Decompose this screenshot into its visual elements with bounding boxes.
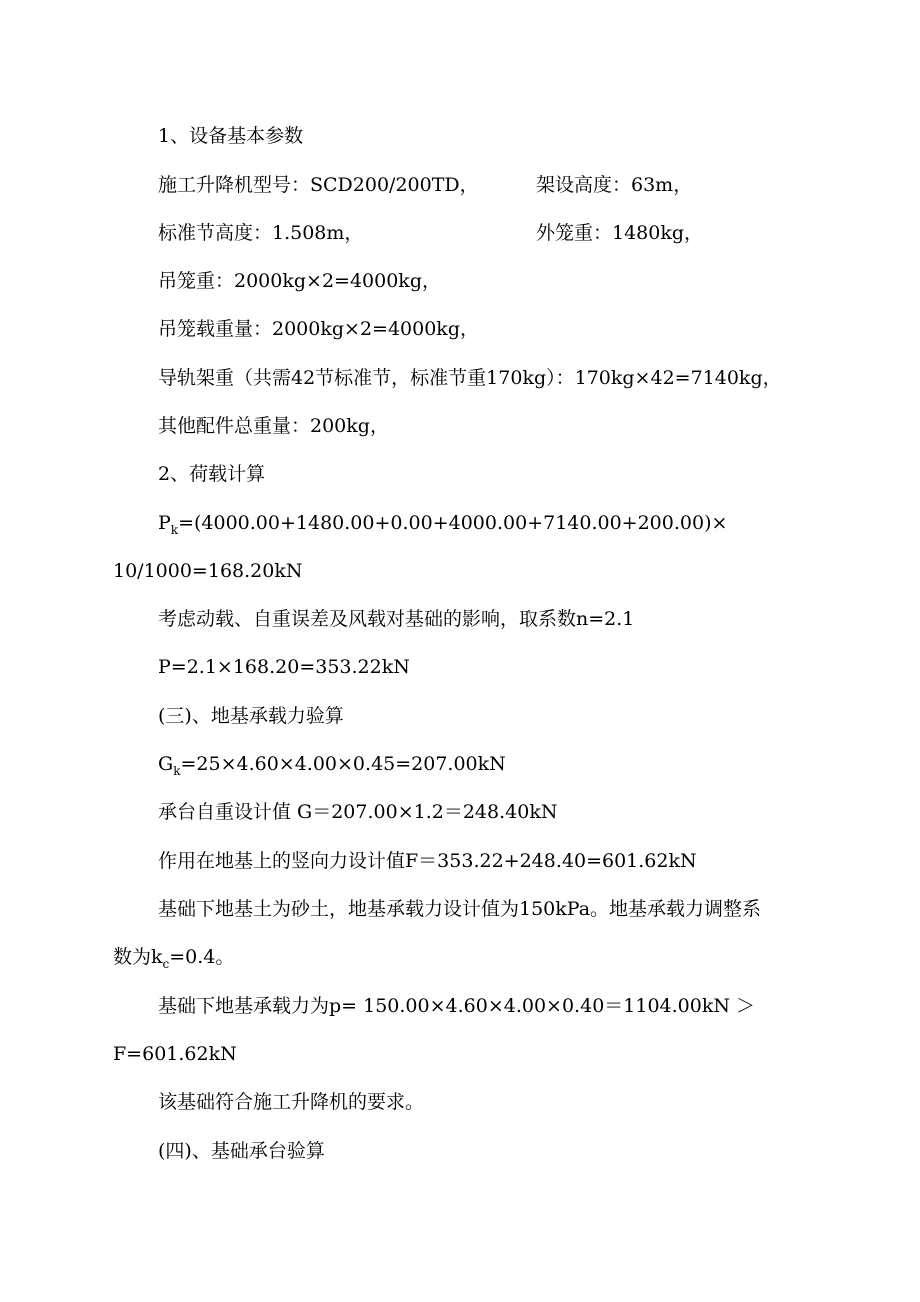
dynamic-factor-line: 考虑动载、自重误差及风载对基础的影响，取系数n=2.1 [158,608,635,630]
pk-result-line: 10/1000=168.20kN [113,560,303,582]
hang-cage-line: 吊笼重：2000kg×2=4000kg， [158,270,441,292]
pk-symbol: P [158,512,171,534]
std-height-line: 标准节高度：1.508m， [158,222,364,244]
soil-line-2-pre: 数为k [113,946,163,968]
pk-formula-line [158,510,727,536]
section-heading-3: (三)、地基承载力验算 [158,705,344,727]
gk-formula-line [158,751,506,777]
section-heading-2: 2、荷载计算 [158,463,266,485]
soil-line-2-post: =0.4。 [169,946,235,968]
hang-load-line: 吊笼载重量：2000kg×2=4000kg， [158,318,479,340]
model-line: 施工升降机型号：SCD200/200TD， [158,174,479,196]
gk-symbol: G [158,753,174,775]
cage-weight-line: 外笼重：1480kg， [536,222,704,244]
g-design-line: 承台自重设计值 G＝207.00×1.2＝248.40kN [158,801,558,823]
rail-line: 导轨架重（共需42节标准节，标准节重170kg）：170kg×42=7140kg， [158,367,782,389]
kc-subscript: c [162,957,170,971]
section-heading-4: (四)、基础承台验算 [158,1140,325,1162]
p-formula-line: P=2.1×168.20=353.22kN [158,656,410,678]
gk-formula: =25×4.60×4.00×0.45=207.00kN [180,753,506,775]
f-design-line: 作用在地基上的竖向力设计值F＝353.22+248.40=601.62kN [158,850,697,872]
conclusion-line: 该基础符合施工升降机的要求。 [158,1091,425,1113]
gk-subscript: k [173,764,181,778]
section-heading-1: 1、设备基本参数 [158,125,304,147]
bearing-line-1: 基础下地基承载力为p= 150.00×4.60×4.00×0.40＝1104.00kN ＞ [158,995,756,1017]
bearing-line-2: F=601.62kN [113,1043,237,1065]
pk-subscript: k [170,523,179,537]
other-line: 其他配件总重量：200kg， [158,415,389,437]
pk-formula: =(4000.00+1480.00+0.00+4000.00+7140.00+200.00)× [178,512,728,534]
soil-line-1: 基础下地基土为砂土，地基承载力设计值为150kPa。地基承载力调整系 [158,898,762,920]
height-line: 架设高度：63m， [536,174,693,196]
soil-line-2 [113,944,234,970]
